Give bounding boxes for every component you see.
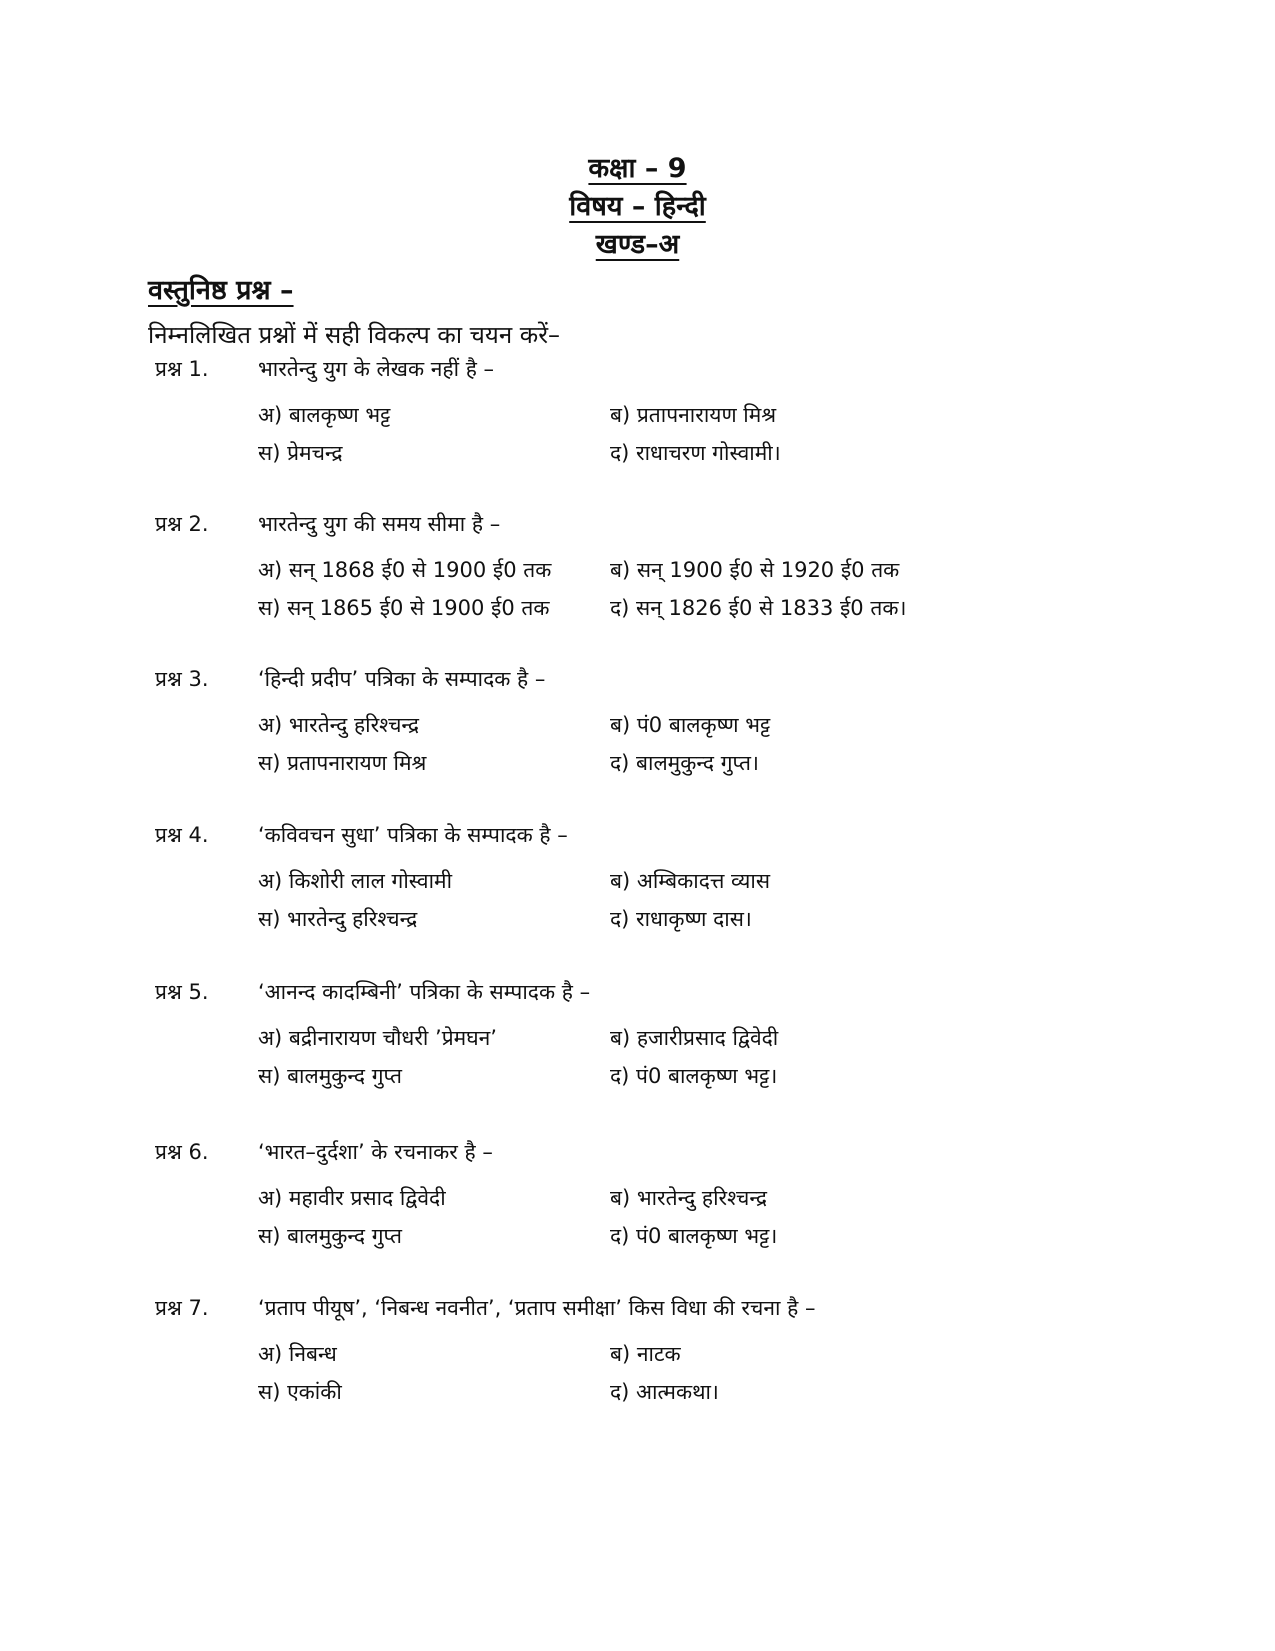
option-c: स) प्रेमचन्द्र <box>258 441 343 465</box>
question-text: ‘प्रताप पीयूष’, ‘निबन्ध नवनीत’, ‘प्रताप समीक्षा’ किस विधा की रचना है – <box>258 1296 816 1320</box>
question-text: भारतेन्दु युग के लेखक नहीं है – <box>258 357 495 381</box>
option-a: अ) सन् 1868 ई0 से 1900 ई0 तक <box>258 558 552 582</box>
option-c: स) सन् 1865 ई0 से 1900 ई0 तक <box>258 596 550 620</box>
question-1 <box>155 352 1155 465</box>
instruction-text: निम्नलिखित प्रश्नों में सही विकल्प का चयन करें– <box>148 321 561 349</box>
option-b: ब) पं0 बालकृष्ण भट्ट <box>610 713 771 737</box>
question-7 <box>155 1291 1155 1404</box>
option-b: ब) नाटक <box>610 1342 681 1366</box>
question-4 <box>155 818 1155 931</box>
question-text: भारतेन्दु युग की समय सीमा है – <box>258 512 501 536</box>
option-a: अ) किशोरी लाल गोस्वामी <box>258 869 453 893</box>
option-d: द) पं0 बालकृष्ण भट्ट। <box>610 1064 778 1088</box>
option-d: द) राधाचरण गोस्वामी। <box>610 441 781 465</box>
question-label: प्रश्न 4. <box>155 823 209 847</box>
question-label: प्रश्न 5. <box>155 980 209 1004</box>
question-label: प्रश्न 3. <box>155 667 209 691</box>
question-text: ‘आनन्द कादम्बिनी’ पत्रिका के सम्पादक है – <box>258 980 591 1004</box>
option-d: द) पं0 बालकृष्ण भट्ट। <box>610 1224 778 1248</box>
option-c: स) बालमुकुन्द गुप्त <box>258 1224 402 1248</box>
option-c: स) प्रतापनारायण मिश्र <box>258 751 427 775</box>
option-b: ब) प्रतापनारायण मिश्र <box>610 403 777 427</box>
option-d: द) राधाकृष्ण दास। <box>610 907 752 931</box>
question-label: प्रश्न 7. <box>155 1296 209 1320</box>
option-a: अ) भारतेन्दु हरिश्चन्द्र <box>258 713 420 737</box>
question-5 <box>155 975 1155 1088</box>
subject-heading: विषय – हिन्दी <box>569 191 706 222</box>
section-title: वस्तुनिष्ठ प्रश्न – <box>148 275 294 306</box>
option-b: ब) हजारीप्रसाद द्विवेदी <box>610 1026 779 1050</box>
option-c: स) भारतेन्दु हरिश्चन्द्र <box>258 907 418 931</box>
document-header <box>0 150 1275 264</box>
option-d: द) बालमुकुन्द गुप्त। <box>610 751 759 775</box>
question-label: प्रश्न 2. <box>155 512 209 536</box>
option-d: द) आत्मकथा। <box>610 1380 719 1404</box>
question-label: प्रश्न 1. <box>155 357 209 381</box>
option-b: ब) भारतेन्दु हरिश्चन्द्र <box>610 1186 768 1210</box>
question-3 <box>155 662 1155 775</box>
option-c: स) बालमुकुन्द गुप्त <box>258 1064 402 1088</box>
question-text: ‘कविवचन सुधा’ पत्रिका के सम्पादक है – <box>258 823 568 847</box>
option-c: स) एकांकी <box>258 1380 342 1404</box>
question-6 <box>155 1135 1155 1248</box>
option-d: द) सन् 1826 ई0 से 1833 ई0 तक। <box>610 596 907 620</box>
question-text: ‘हिन्दी प्रदीप’ पत्रिका के सम्पादक है – <box>258 667 546 691</box>
option-a: अ) बद्रीनारायण चौधरी ’प्रेमघन’ <box>258 1026 497 1050</box>
option-b: ब) सन् 1900 ई0 से 1920 ई0 तक <box>610 558 900 582</box>
class-heading: कक्षा – 9 <box>588 153 687 184</box>
option-a: अ) निबन्ध <box>258 1342 337 1366</box>
question-2 <box>155 507 1155 620</box>
option-a: अ) बालकृष्ण भट्ट <box>258 403 391 427</box>
option-a: अ) महावीर प्रसाद द्विवेदी <box>258 1186 446 1210</box>
question-label: प्रश्न 6. <box>155 1140 209 1164</box>
section-heading: खण्ड–अ <box>595 229 680 260</box>
option-b: ब) अम्बिकादत्त व्यास <box>610 869 771 893</box>
question-text: ‘भारत–दुर्दशा’ के रचनाकर है – <box>258 1140 493 1164</box>
